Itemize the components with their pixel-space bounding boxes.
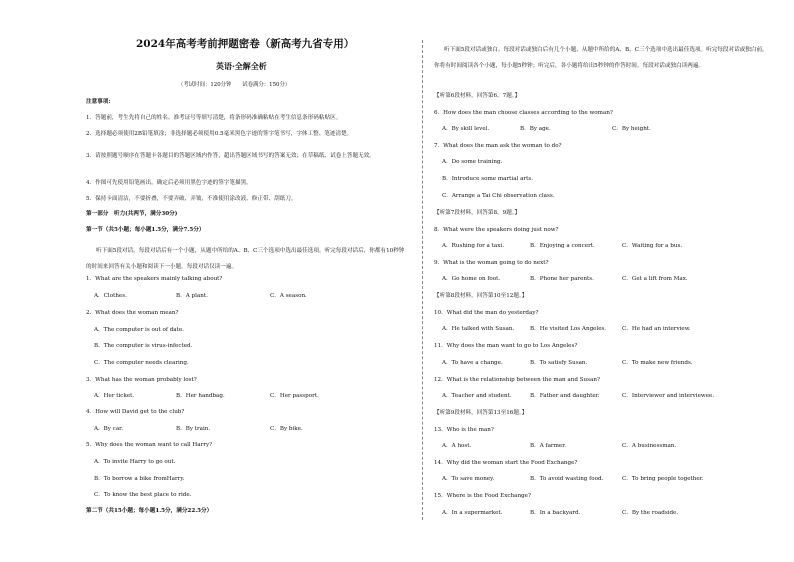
option-c: C．To make new friends. [622,360,693,366]
question-stem: 14．Why did the woman start the Food Exchange? [434,460,578,466]
option-a: A．He talked with Susan. [442,326,515,332]
question-stem: 8．What were the speakers doing just now? [434,227,559,233]
notice-heading: 注意事项: [86,99,111,105]
exam-subtitle: 英语·全解全析 [216,61,267,71]
option-b: B．A farmer. [530,443,567,449]
question-stem: 1．What are the speakers mainly talking about? [86,276,223,282]
option-c: C．By height. [612,126,651,132]
option-c: C．Waiting for a bus. [622,243,683,249]
option-b: B．In a backyard. [530,510,581,516]
option-c: C．Get a lift from Max. [622,276,688,282]
notice-item: 3．请按照题号顺序在答题卡各题目的答题区域内作答，超出答题区域书写的答案无效；在草稿纸、试卷上答题无效。 [86,153,375,159]
option-a: A．Her ticket. [94,393,135,399]
group-heading: 【听第7段材料，回答第8、9题。】 [434,210,521,216]
option-c: C．By the roadside. [622,510,679,516]
option-c: C．He had an interview. [622,326,691,332]
option-c: C．Her passport. [270,393,319,399]
section-instruction: 听下面5段对话。每段对话后有一个小题，从题中所给的A、B、C三个选项中选出最佳选项。听完每段对话后，你都有10秒钟的时间来回答有关小题和阅读下一小题。每段对话仅读一遍。 [86,248,405,270]
question-stem: 5．Why does the woman want to call Harry? [86,442,213,448]
question-stem: 15．Where is the Food Exchange? [434,493,531,499]
option-b: B．To avoid wasting food. [530,476,604,482]
option-c: C．A season. [270,293,307,299]
group-heading: 【听第9段材料，回答第13至16题。】 [434,410,528,416]
question-stem: 2．What does the woman mean? [86,310,179,316]
option-b: B．Enjoying a concert. [530,243,595,249]
question-stem: 10．What did the man do yesterday? [434,310,539,316]
option-a: A．To save money. [442,476,495,482]
part-heading: 第一部分 听力(共两节，满分30分) [86,211,178,217]
question-stem: 9．What is the woman going to do next? [434,260,549,266]
option-a: A．A host. [442,443,472,449]
question-stem: 4．How will David get to the club? [86,409,185,415]
option-c: C．By bike. [270,426,303,432]
question-stem: 7．What does the man ask the woman to do? [434,143,562,149]
option-c: C．A businessman. [622,443,677,449]
question-stem: 13．Who is the man? [434,427,494,433]
exam-title: 2024年高考考前押题密卷（新高考九省专用） [136,38,355,50]
option-b: B．By train. [176,426,211,432]
option-c: C．The computer needs clearing. [94,360,189,366]
question-stem: 6．How does the man choose classes according to the woman? [434,110,613,116]
option-a: A．To invite Harry to go out. [94,459,176,465]
notice-item: 2．选择题必须使用2B铅笔填涂；非选择题必须使用0.5毫米黑色字迹的签字笔书写，字体工整、笔迹清楚。 [86,131,353,137]
option-c: C．Interviewer and interviewee. [622,393,715,399]
option-b: B．He visited Los Angeles. [530,326,607,332]
notice-item: 4．作图可先使用铅笔画出，确定后必须用黑色字迹的签字笔描黑。 [86,180,252,186]
group-heading: 【听第6段材料，回答第6、7题。】 [434,93,521,99]
option-b: B．Father and daughter. [530,393,600,399]
option-a: A．By car. [94,426,123,432]
option-b: B．The computer is virus-infected. [94,343,193,349]
option-a: A．Teacher and student. [442,393,512,399]
notice-item: 5．保持卡面清洁，不要折叠，不要弄破、弄皱，不准使用涂改液、修正带、刮纸刀。 [86,196,297,202]
notice-item: 1．答题前，考生先将自己的姓名、准考证号等填写清楚，将条形码准确粘贴在考生信息条形码粘贴区。 [86,115,342,121]
question-stem: 11．Why does the man want to go to Los Angeles? [434,343,578,349]
exam-info: （考试时间：120分钟 试卷满分：150分） [178,82,291,88]
section-heading: 第一节（共5小题；每小题1.5分，满分7.5分） [86,227,205,233]
option-b: B．A plant. [176,293,208,299]
option-a: A．Rushing for a taxi. [442,243,504,249]
option-b: B．By age. [520,126,551,132]
option-c: C．To know the best place to ride. [94,492,192,498]
option-a: A．Do some training. [442,159,503,165]
question-stem: 12．What is the relationship between the man and Susan? [434,377,600,383]
column-divider [422,40,423,520]
option-a: A．The computer is out of date. [94,327,184,333]
option-c: C．To bring people together. [622,476,704,482]
option-b: B．Her handbag. [176,393,225,399]
option-a: A．To have a change. [442,360,503,366]
section-instruction: 听下面5段对话或独白。每段对话或独白后有几个小题，从题中所给的A、B、C三个选项中选出最佳选项。听完每段对话或独白前，你将有时间阅读各个小题，每小题5秒钟；听完后，各小题将给出5秒钟的作答时间。每段对话或独白读两遍。 [434,47,768,69]
option-b: B．Introduce some martial arts. [442,176,533,182]
option-b: B．To borrow a bike fromHarry. [94,476,185,482]
question-stem: 3．What has the woman probably lost? [86,377,197,383]
section-heading: 第二节（共15小题；每小题1.5分，满分22.5分） [86,508,213,514]
option-c: C．Arrange a Tai Chi observation class. [442,193,555,199]
option-a: A．By skill level. [442,126,490,132]
option-b: B．To satisfy Susan. [530,360,588,366]
option-b: B．Phone her parents. [530,276,594,282]
option-a: A．In a supermarket. [442,510,503,516]
group-heading: 【听第8段材料，回答第10至12题。】 [434,293,528,299]
option-a: A．Clothes. [94,293,127,299]
option-a: A．Go home on foot. [442,276,501,282]
